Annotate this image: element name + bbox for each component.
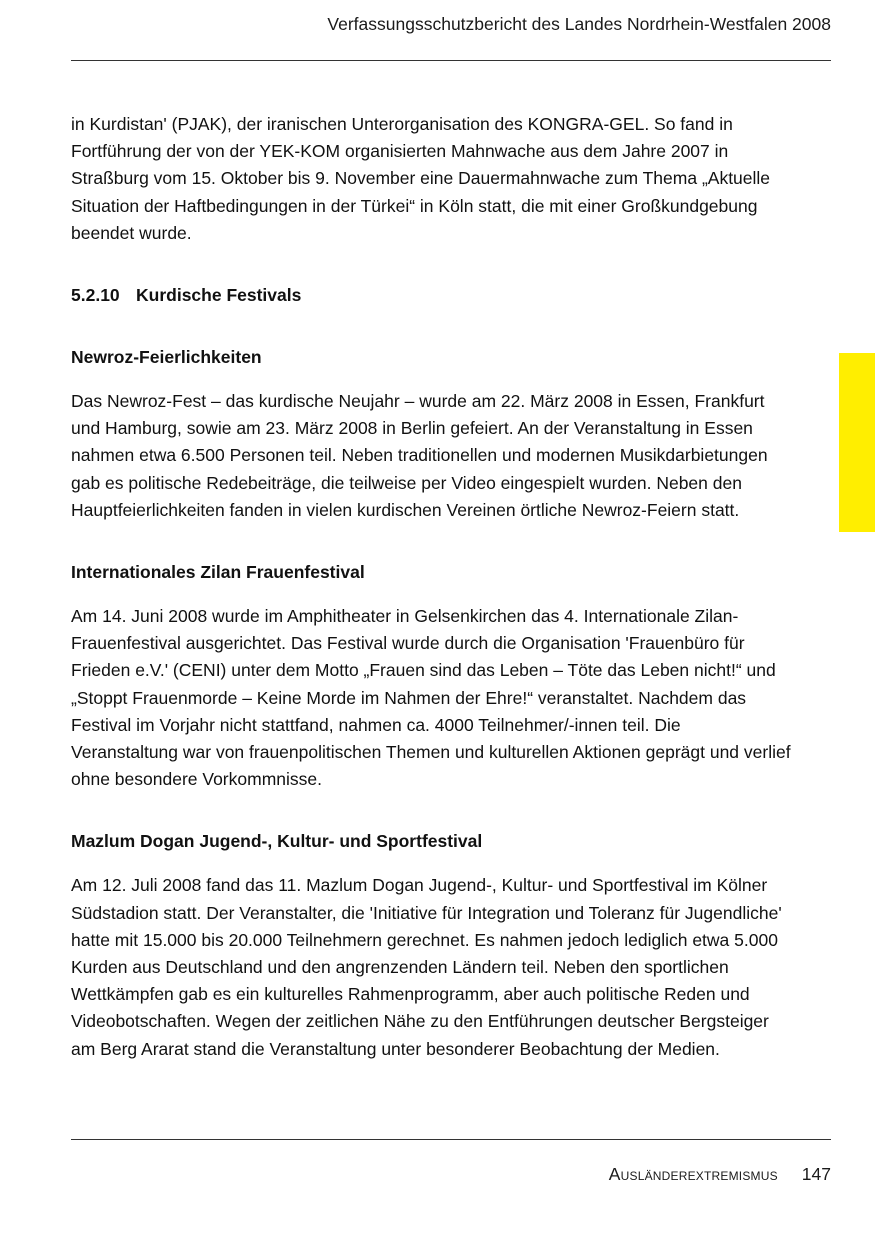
page-footer — [609, 1164, 831, 1185]
running-header: Verfassungsschutzbericht des Landes Nordrhein-Westfalen 2008 — [327, 14, 831, 34]
section-title: Kurdische Festivals — [136, 285, 302, 306]
page-body — [71, 111, 791, 1063]
paragraph-newroz: Das Newroz-Fest – das kurdische Neujahr – wurde am 22. März 2008 in Essen, Frankfurt und Hamburg, sowie am 23. März 2008 in Berlin gefeiert. An der Veranstaltung in Essen nahmen etwa 6.500 Personen teil. Neben traditionellen und modernen Musikdarbietungen gab es politische Redebeiträge, die teilweise per Video eingespielt wurden. Neben den Hauptfeierlichkeiten fanden in vielen kurdischen Vereinen örtliche Newroz-Feiern statt. — [71, 391, 768, 520]
intro-paragraph: in Kurdistan' (PJAK), der iranischen Unterorganisation des KONGRA-GEL. So fand in Fortführung der von der YEK-KOM organisierten Mahnwache aus dem Jahre 2007 in Straßburg vom 15. Oktober bis 9. November eine Dauermahnwache zum Thema „Aktuelle Situation der Haftbedingungen in der Türkei“ in Köln statt, die mit einer Großkundgebung beendet wurde. — [71, 114, 771, 243]
subheading-mazlum-dogan: Mazlum Dogan Jugend-, Kultur- und Sportfestival — [71, 831, 483, 852]
section-number: 5.2.10 — [71, 285, 120, 306]
header-rule — [71, 60, 831, 61]
subheading-newroz: Newroz-Feierlichkeiten — [71, 347, 262, 368]
paragraph-zilan: Am 14. Juni 2008 wurde im Amphitheater in Gelsenkirchen das 4. Internationale Zilan-Frauenfestival ausgerichtet. Das Festival wurde durch die Organisation 'Frauenbüro für Frieden e.V.' (CENI) unter dem Motto „Frauen sind das Leben – Töte das Leben nicht!“ und „Stoppt Frauenmorde – Keine Morde im Nahmen der Ehre!“ veranstaltet. Nachdem das Festival im Vorjahr nicht stattfand, nahmen ca. 4000 Teilnehmer/-innen teil. Die Veranstaltung war von frauenpolitischen Themen und kulturellen Aktionen geprägt und verlief ohne besondere Vorkommnisse. — [71, 606, 791, 790]
footer-rule — [71, 1139, 831, 1140]
chapter-marker-tab — [839, 353, 875, 532]
paragraph-mazlum-dogan: Am 12. Juli 2008 fand das 11. Mazlum Dogan Jugend-, Kultur- und Sportfestival im Kölner Südstadion statt. Der Veranstalter, die 'Initiative für Integration und Toleranz für Jugendliche' hatte mit 15.000 bis 20.000 Teilnehmern gerechnet. Es nahmen jedoch lediglich etwa 5.000 Kurden aus Deutschland und den angrenzenden Ländern teil. Neben den sportlichen Wettkämpfen gab es ein kulturelles Rahmenprogramm, aber auch politische Reden und Videobotschaften. Wegen der zeitlichen Nähe zu den Entführungen deutscher Bergsteiger am Berg Ararat stand die Veranstaltung unter besonderer Beobachtung der Medien. — [71, 875, 782, 1059]
footer-chapter-label: Ausländerextremismus — [608, 1164, 778, 1184]
section-heading — [71, 282, 791, 309]
subheading-zilan: Internationales Zilan Frauenfestival — [71, 562, 365, 583]
page-number: 147 — [801, 1164, 831, 1184]
